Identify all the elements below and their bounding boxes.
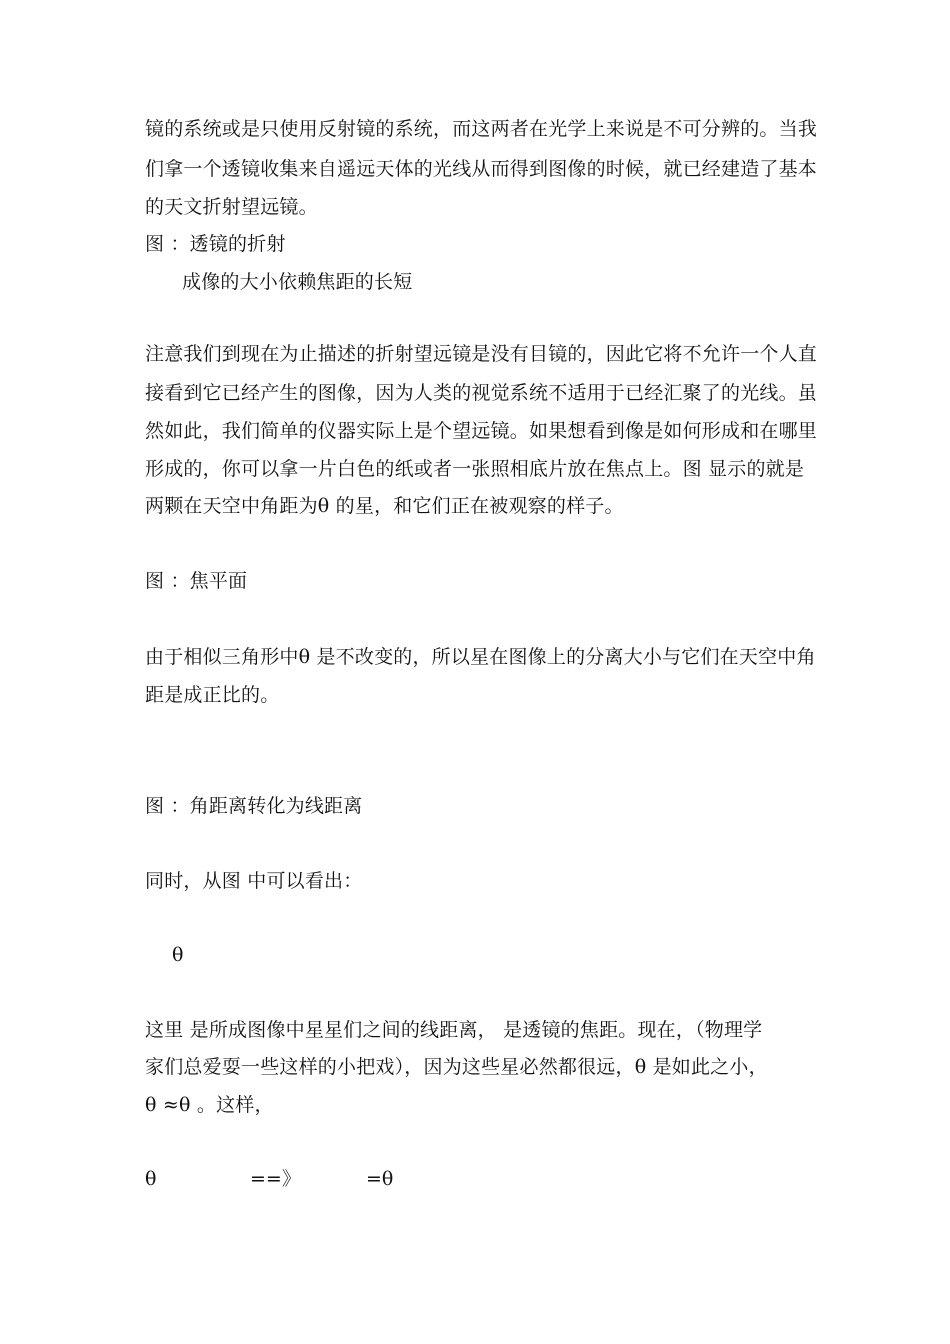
theta-equation: θ: [172, 944, 184, 966]
paragraph-2-line-4: 形成的，你可以拿一片白色的纸或者一张照相底片放在焦点上。图 显示的就是: [145, 458, 805, 480]
paragraph-2-line-3: 然如此，我们简单的仪器实际上是个望远镜。如果想看到像是如何形成和在哪里: [145, 420, 818, 442]
paragraph-4-line-2: 家们总爱耍一些这样的小把戏），因为这些星必然都很远，θ 是如此之小，: [145, 1056, 768, 1078]
figure-caption-refraction: 图 ：透镜的折射: [145, 233, 286, 255]
final-equation-right: =θ: [366, 1168, 394, 1190]
paragraph-1-line-1: 镜的系统或是只使用反射镜的系统，而这两者在光学上来说是不可分辨的。当我: [145, 118, 818, 140]
from-figure-text: 同时，从图 中可以看出：: [145, 870, 363, 892]
final-equation-left: θ: [145, 1168, 157, 1190]
paragraph-1-line-2: 们拿一个透镜收集来自遥远天体的光线从而得到图像的时候，就已经建造了基本: [145, 158, 818, 180]
figure-caption-focal-plane: 图 ：焦平面: [145, 570, 248, 592]
paragraph-1-line-3: 的天文折射望远镜。: [145, 196, 318, 218]
paragraph-2-line-5: 两颗在天空中角距为θ 的星，和它们正在被观察的样子。: [145, 495, 624, 517]
paragraph-2-line-2: 接看到它已经产生的图像，因为人类的视觉系统不适用于已经汇聚了的光线。虽: [145, 382, 818, 404]
paragraph-2-line-1: 注意我们到现在为止描述的折射望远镜是没有目镜的，因此它将不允许一个人直: [145, 343, 818, 365]
paragraph-4-line-3: θ ≈θ 。这样，: [145, 1094, 274, 1116]
final-equation-arrow: ==》: [250, 1168, 301, 1190]
paragraph-3-line-1: 由于相似三角形中θ 是不改变的，所以星在图像上的分离大小与它们在天空中角: [145, 646, 816, 668]
paragraph-4-line-1: 这里 是所成图像中星星们之间的线距离， 是透镜的焦距。现在，（物理学: [145, 1019, 763, 1041]
figure-caption-angular-to-linear: 图 ：角距离转化为线距离: [145, 795, 363, 817]
paragraph-3-line-2: 距是成正比的。: [145, 684, 280, 706]
image-size-note: 成像的大小依赖焦距的长短: [182, 271, 413, 293]
